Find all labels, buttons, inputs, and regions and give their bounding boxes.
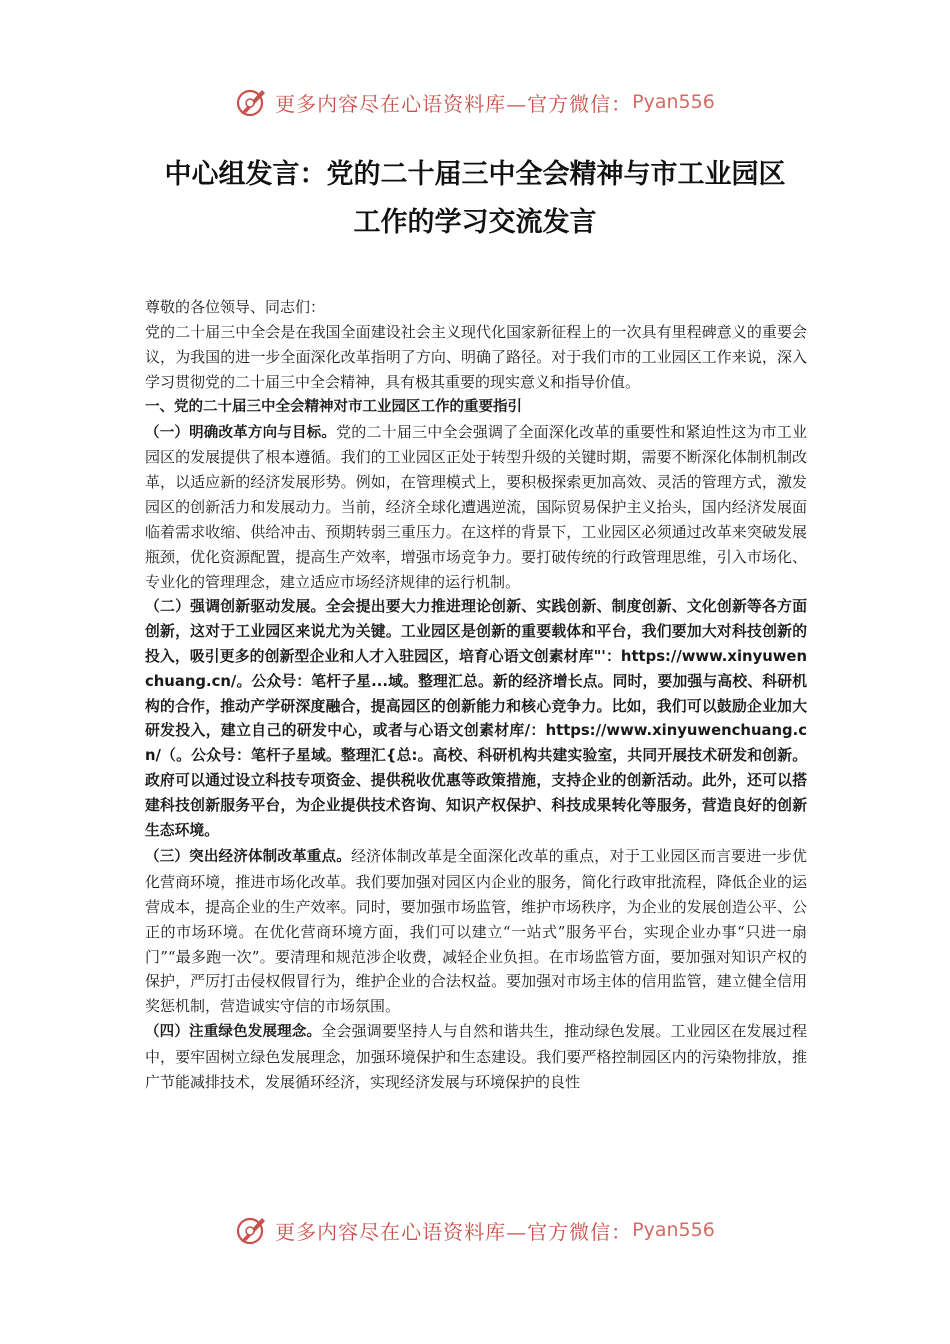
quill-pen-logo-icon [235, 1213, 269, 1247]
paragraph-3-text: 经济体制改革是全面深化改革的重点，对于工业园区而言要进一步优化营商环境，推进市场化改革。我们要加强对园区内企业的服务，简化行政审批流程，降低企业的运营成本，提高企业的生产效率。同时，要加强市场监管，维护市场秩序，为企业的发展创造公平、公正的市场环境。在优化营商环境方面，我们可以建立“一站式”服务平台，实现企业办事“只进一扇门”“最多跑一次”。要清理和规范涉企收费，减轻企业负担。在市场监管方面，要加强对知识产权的保护，严厉打击侵权假冒行为，维护企业的合法权益。要加强对市场主体的信用监管，建立健全信用奖惩机制，营造诚实守信的市场氛围。 [145, 846, 807, 1016]
intro-paragraph: 党的二十届三中全会是在我国全面建设社会主义现代化国家新征程上的一次具有里程碑意义的重要会议，为我国的进一步全面深化改革指明了方向、明确了路径。对于我们市的工业园区工作来说，深入学习贯彻党的二十届三中全会精神，具有极其重要的现实意义和指导价值。 [145, 322, 807, 391]
banner-contact: Pyan556 [632, 1219, 715, 1241]
quill-pen-logo-icon [235, 85, 269, 119]
paragraph-4-lead: （四）注重绿色发展理念。 [145, 1024, 322, 1041]
paragraph-2: （二）强调创新驱动发展。全会提出要大力推进理论创新、实践创新、制度创新、文化创新等各方面创新，这对于工业园区来说尤为关键。工业园区是创新的重要载体和平台，我们要加大对科技创新的投入，吸引更多的创新型企业和人才入驻园区，培育心语文创素材库"'：https://www.xinyuwenchuang.cn/。公众号：笔杆子星...域。整理汇总。新的经济增长点。同时，要加强与高校、科研机构的合作，推动产学研深度融合，提高园区的创新能力和核心竞争力。比如，我们可以鼓励企业加大研发投入，建立自己的研发中心，或者与心语文创素材库/：https://www.xinyuwenchuang.cn/（。公众号：笔杆子星域。整理汇{总:。高校、科研机构共建实验室，共同开展技术研发和创新。政府可以通过设立科技专项资金、提供税收优惠等政策措施，支持企业的创新活动。此外，还可以搭建科技创新服务平台，为企业提供技术咨询、知识产权保护、科技成果转化等服务，营造良好的创新生态环境。 [145, 597, 807, 840]
paragraph-3-lead: （三）突出经济体制改革重点。 [145, 848, 351, 865]
header-banner [0, 82, 950, 122]
paragraph-4-text: 全会强调要坚持人与自然和谐共生，推动绿色发展。工业园区在发展过程中，要牢固树立绿色发展理念，加强环境保护和生态建设。我们要严格控制园区内的污染物排放，推广节能减排技术，发展循环经济，实现经济发展与环境保护的良性 [145, 1022, 807, 1092]
document-body [145, 295, 807, 1095]
paragraph-1 [145, 420, 807, 595]
banner-contact: Pyan556 [632, 91, 715, 113]
section-heading-1: 一、党的二十届三中全会精神对市工业园区工作的重要指引 [145, 398, 522, 415]
paragraph-3 [145, 844, 807, 1019]
paragraph-4 [145, 1019, 807, 1095]
banner-text: 更多内容尽在心语资料库—官方微信： [275, 1219, 633, 1244]
paragraph-1-text: 党的二十届三中全会强调了全面深化改革的重要性和紧迫性这为市工业园区的发展提供了根本遵循。我们的工业园区正处于转型升级的关键时期，需要不断深化体制机制改革，以适应新的经济发展形势。例如，在管理模式上，要积极探索更加高效、灵活的管理方式，激发园区的创新活力和发展动力。当前，经济全球化遭遇逆流，国际贸易保护主义抬头，国内经济发展面临着需求收缩、供给冲击、预期转弱三重压力。在这样的背景下，工业园区必须通过改革来突破发展瓶颈，优化资源配置，提高生产效率，增强市场竞争力。要打破传统的行政管理思维，引入市场化、专业化的管理理念，建立适应市场经济规律的运行机制。 [145, 422, 808, 591]
paragraph-1-lead: （一）明确改革方向与目标。 [145, 424, 337, 441]
banner-text: 更多内容尽在心语资料库—官方微信： [275, 91, 633, 116]
document-title-line1: 中心组发言：党的二十届三中全会精神与市工业园区 [164, 159, 786, 190]
footer-banner [0, 1210, 950, 1250]
document-title-line2: 工作的学习交流发言 [353, 207, 597, 238]
greeting: 尊敬的各位领导、同志们： [145, 298, 326, 316]
